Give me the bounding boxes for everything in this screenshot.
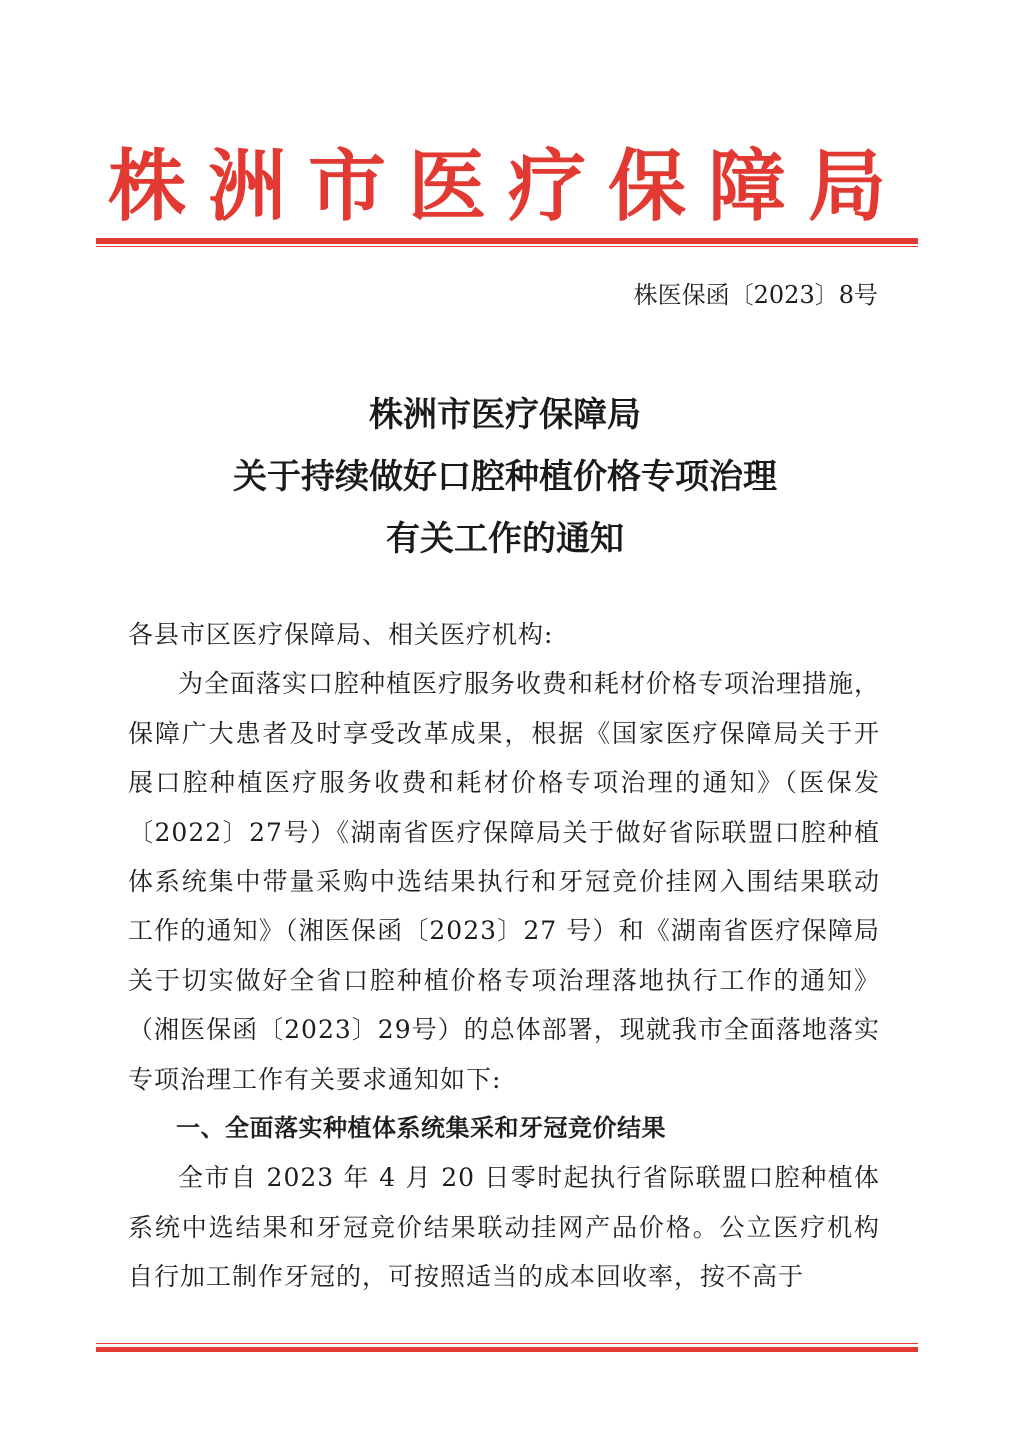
body-paragraph-2: 全市自 2023 年 4 月 20 日零时起执行省际联盟口腔种植体系统中选结果和牙冠竞价结果联动挂网产品价格。公立医疗机构自行加工制作牙冠的，可按照适当的成本回收率，按不高于 [128, 1163, 880, 1292]
salutation: 各县市区医疗保障局、相关医疗机构: [128, 620, 554, 649]
document-body [128, 610, 880, 1302]
title-line-2: 关于持续做好口腔种植价格专项治理 [233, 457, 777, 497]
agency-letterhead: 株洲市医疗保障局 [107, 141, 908, 232]
title-line-3: 有关工作的通知 [386, 519, 624, 559]
body-paragraph-1: 为全面落实口腔种植医疗服务收费和耗材价格专项治理措施，保障广大患者及时享受改革成果，根据《国家医疗保障局关于开展口腔种植医疗服务收费和耗材价格专项治理的通知》（医保发〔2022〕27号）《湖南省医疗保障局关于做好省际联盟口腔种植体系统集中带量采购中选结果执行和牙冠竞价挂网入围结果联动工作的通知》（湘医保函〔2023〕27 号）和《湖南省医疗保障局关于切实做好全省口腔种植价格专项治理落地执行工作的通知》（湘医保函〔2023〕29号）的总体部署，现就我市全面落地落实专项治理工作有关要求通知如下: [128, 669, 881, 1094]
document-number: 株医保函〔2023〕8号 [633, 281, 878, 309]
letterhead-red-rule-thin [96, 246, 918, 247]
document-title [100, 384, 910, 570]
footer-red-rule [96, 1347, 918, 1352]
title-line-1: 株洲市医疗保障局 [369, 395, 641, 435]
footer-red-rule-thin [96, 1343, 918, 1344]
letterhead-red-rule [96, 238, 918, 244]
section-heading-1: 一、全面落实种植体系统集采和牙冠竞价结果 [176, 1114, 666, 1143]
